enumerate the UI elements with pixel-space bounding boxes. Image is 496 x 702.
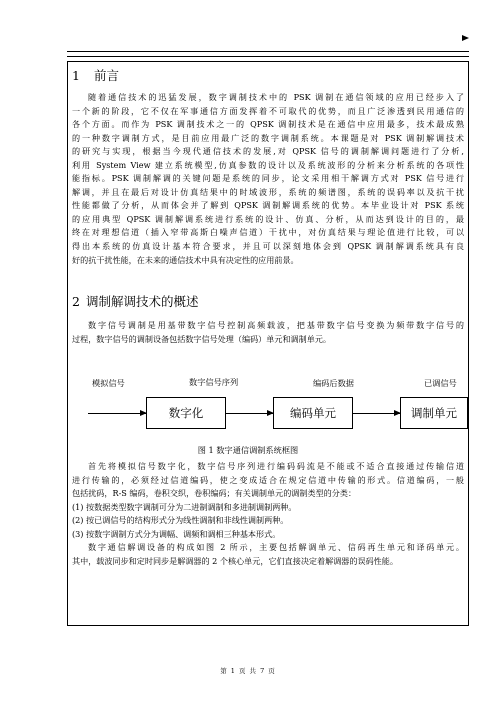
arrow-input <box>88 413 146 414</box>
page-footer: 第 1 页 共 7 页 <box>220 667 276 675</box>
text-line: 进行传输的，必须经过信道编码，使之变成适合在规定信道中传输的形式。信道编码，一般 <box>72 474 464 485</box>
section-2-heading <box>72 292 199 310</box>
text-line: 各个方面。而作为 PSK 调制技术之一的 QPSK 调制技术是在通信中应用最多，技术最成熟 <box>72 119 464 130</box>
text-line: 终在对理想信道（插入窄带高斯白噪声信道）干扰中，对仿真结果与理论值进行比较，可以 <box>72 227 464 238</box>
digitize-label: 数字化 <box>168 406 204 420</box>
section-2-intro <box>72 319 464 346</box>
text-line: 随着通信技术的迅猛发展，数字调制技术中的 PSK 调制在通信领域的应用已经步入了 <box>88 92 464 102</box>
text-line: 能指标。PSK 调制解调的关键问题是系统的同步，论文采用相干解调方式对 PSK 信号进行 <box>72 173 464 184</box>
coded-data-label: 编码后数据 <box>313 378 354 388</box>
text-line: 首先将模拟信号数字化，数字信号序列进行编码码流是不能或不适合直接通过传输信道 <box>88 461 464 471</box>
text-line: 过程，数字信号的调制设备包括数字信号处理（编码）单元和调制单元。 <box>72 333 332 344</box>
section-2-title: 调制解调技术的概述 <box>86 294 199 309</box>
input-label: 模拟信号 <box>92 378 125 388</box>
text-line: 的一种数字调制方式，是目前应用最广泛的数字调制系统。本课题是对 PSK 调制解调技术 <box>72 132 464 143</box>
sequence-label: 数字信号序列 <box>189 377 239 387</box>
modulation-block-diagram <box>88 375 468 445</box>
header-rule-top <box>67 51 469 52</box>
digitize-box <box>146 397 226 429</box>
section-2-body <box>72 460 464 568</box>
text-line: 一个新的阶段，它不仅在军事通信方面发挥着不可取代的优势，而且广泛渗透到民用通信的 <box>72 105 464 116</box>
section-2-number: 2 <box>72 294 80 309</box>
output-label: 已调信号 <box>424 378 457 388</box>
text-line: 的应用典型 QPSK 调制解调系统进行系统的设计、仿真、分析，从而达到设计的目的，最 <box>72 213 464 224</box>
section-1-body <box>72 91 464 267</box>
text-line: 的研究与实现，根据当今现代通信技术的发展,对 QPSK 信号的调制解调问题进行了分析, <box>72 146 464 157</box>
text-line: 其中，载波同步和定时同步是解调器的 2 个核心单元，它们直接决定着解调器的误码性能。 <box>72 555 398 566</box>
list-item: (3) 按数字调制方式分为调幅、调频和调相三种基本形式。 <box>72 528 281 539</box>
header-rule-bottom <box>67 56 469 57</box>
list-item: (2) 按已调信号的结构形式分为线性调制和非线性调制两种。 <box>72 515 289 526</box>
modulate-box <box>400 397 468 429</box>
arrow-seq <box>226 413 273 414</box>
text-line: 包括扰码，R-S 编码，卷积交织，卷积编码；有关调制单元的调制类型的分类： <box>72 488 357 499</box>
text-line: 数字通信解调设备的构成如图 2 所示，主要包括解调单元、信码再生单元和译码单元。 <box>88 542 464 553</box>
arrow-coded <box>353 413 400 414</box>
figure-caption: 图 1 数字通信调制系统框图 <box>197 445 299 455</box>
text-line: 数字信号调制是用基带数字信号控制高频载波，把基带数字信号变换为频带数字信号的 <box>88 320 464 330</box>
text-line: 解调，并且在最后对设计仿真结果中的时域波形，系统的频谱图，系统的误码率以及抗干扰 <box>72 186 464 197</box>
text-line: 好的抗干扰性能，在未来的通信技术中具有决定性的应用前景。 <box>72 254 299 265</box>
text-line: 得出本系统的仿真设计基本符合要求，并且可以深刻地体会到 QPSK 调制解调系统具有良 <box>72 241 464 252</box>
modulate-label: 调制单元 <box>411 406 457 420</box>
text-line: 利用 System View 建立系统模型,仿真参数的设计以及系统波形的分析来分析系统的各项性 <box>72 159 464 170</box>
section-1-title: 前言 <box>94 68 120 83</box>
encode-box <box>273 397 353 429</box>
list-item: (1) 按数据类型数字调制可分为二进制调制和多进制调制两种。 <box>72 501 297 512</box>
section-1-heading <box>72 66 119 84</box>
text-line: 性能都做了分析，从而体会并了解到 QPSK 调制解调系统的优势。本毕业设计对 PSK 系统 <box>72 200 464 211</box>
encode-label: 编码单元 <box>290 406 336 420</box>
section-1-number: 1 <box>72 68 80 83</box>
